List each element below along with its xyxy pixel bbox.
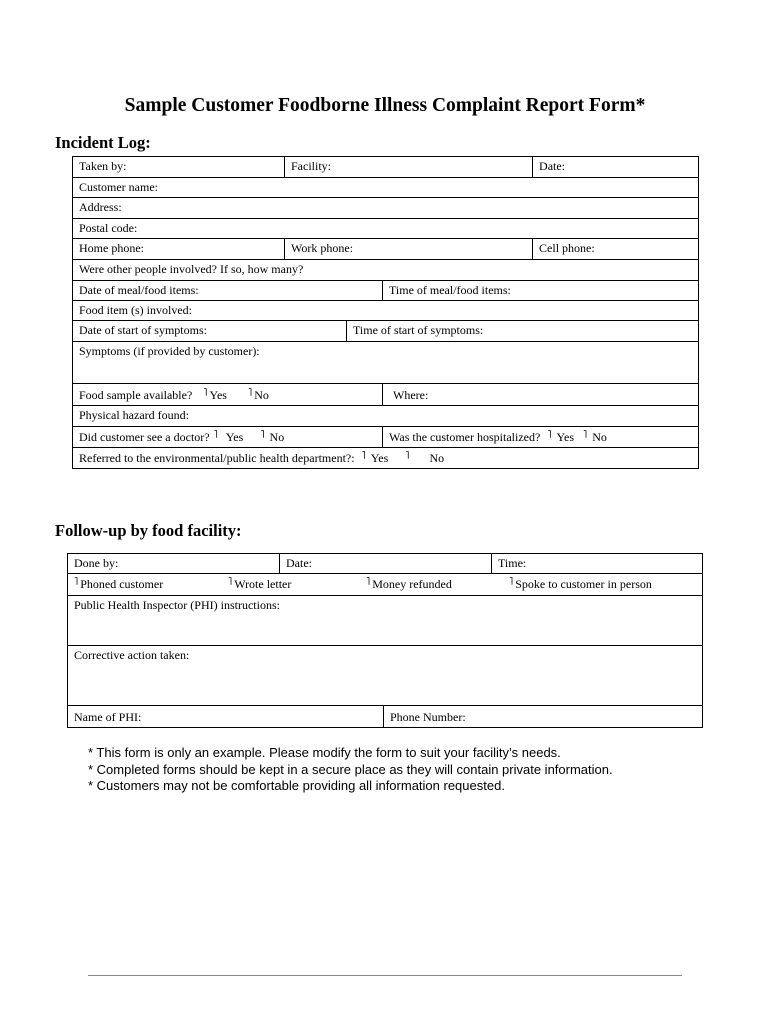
wrote-letter-checkbox[interactable]: ˥ Wrote letter bbox=[228, 576, 292, 591]
note-line: * This form is only an example. Please modify the form to suit your facility’s needs. bbox=[88, 745, 561, 760]
phone-number-field[interactable]: Phone Number: bbox=[384, 706, 703, 728]
facility-field[interactable]: Facility: bbox=[285, 157, 533, 178]
followup-heading: Follow-up by food facility: bbox=[55, 521, 242, 540]
checkbox-icon: ˥ bbox=[361, 450, 366, 462]
see-doctor-no-checkbox[interactable]: ˥ No bbox=[260, 429, 285, 444]
food-sample-yes-checkbox[interactable]: ˥ Yes bbox=[203, 387, 227, 402]
money-refunded-checkbox[interactable]: ˥ Money refunded bbox=[366, 576, 452, 591]
checkbox-icon: ˥ bbox=[228, 576, 233, 588]
physical-hazard-field[interactable]: Physical hazard found: bbox=[73, 406, 699, 427]
phi-instructions-field[interactable]: Public Health Inspector (PHI) instructions: bbox=[68, 596, 703, 646]
taken-by-field[interactable]: Taken by: bbox=[73, 157, 285, 178]
date-of-symptoms-field[interactable]: Date of start of symptoms: bbox=[73, 321, 347, 342]
checkbox-icon: ˥ bbox=[213, 429, 218, 441]
time-of-meal-field[interactable]: Time of meal/food items: bbox=[383, 281, 699, 301]
done-by-field[interactable]: Done by: bbox=[68, 554, 280, 574]
customer-name-field[interactable]: Customer name: bbox=[73, 178, 699, 198]
checkbox-icon: ˥ bbox=[203, 387, 208, 399]
checkbox-icon: ˥ bbox=[260, 429, 265, 441]
checkbox-icon: ˥ bbox=[405, 450, 410, 462]
incident-log-table bbox=[72, 156, 699, 469]
footer-rule bbox=[88, 975, 682, 976]
food-items-field[interactable]: Food item (s) involved: bbox=[73, 301, 699, 321]
see-doctor-yes-checkbox[interactable]: ˥ Yes bbox=[213, 429, 244, 444]
followup-date-field[interactable]: Date: bbox=[280, 554, 492, 574]
food-sample-no-checkbox[interactable]: ˥ No bbox=[247, 387, 269, 402]
phoned-customer-checkbox[interactable]: ˥ Phoned customer bbox=[74, 576, 164, 591]
followup-actions-row bbox=[68, 574, 703, 596]
referred-no-checkbox[interactable]: ˥ No bbox=[405, 450, 445, 465]
checkbox-icon: ˥ bbox=[366, 576, 371, 588]
address-field[interactable]: Address: bbox=[73, 198, 699, 219]
symptoms-field[interactable]: Symptoms (if provided by customer): bbox=[73, 342, 699, 384]
incident-log-heading: Incident Log: bbox=[55, 133, 151, 152]
hospitalized-no-checkbox[interactable]: ˥ No bbox=[583, 429, 607, 444]
spoke-in-person-checkbox[interactable]: ˥ Spoke to customer in person bbox=[509, 576, 652, 591]
checkbox-icon: ˥ bbox=[247, 387, 253, 399]
checkbox-icon: ˥ bbox=[583, 429, 588, 441]
corrective-action-field[interactable]: Corrective action taken: bbox=[68, 646, 703, 706]
see-doctor-field: Did customer see a doctor? ˥ Yes ˥ No bbox=[73, 427, 383, 448]
time-of-symptoms-field[interactable]: Time of start of symptoms: bbox=[347, 321, 699, 342]
postal-code-field[interactable]: Postal code: bbox=[73, 219, 699, 239]
date-field[interactable]: Date: bbox=[533, 157, 699, 178]
form-title: Sample Customer Foodborne Illness Complaint Report Form* bbox=[124, 95, 646, 116]
name-of-phi-field[interactable]: Name of PHI: bbox=[68, 706, 384, 728]
food-sample-field: Food sample available? ˥ Yes ˥ No bbox=[73, 384, 383, 406]
followup-time-field[interactable]: Time: bbox=[492, 554, 703, 574]
date-of-meal-field[interactable]: Date of meal/food items: bbox=[73, 281, 383, 301]
checkbox-icon: ˥ bbox=[547, 429, 552, 441]
where-field[interactable]: Where: bbox=[383, 384, 699, 406]
form-notes bbox=[88, 745, 613, 795]
checkbox-icon: ˥ bbox=[509, 576, 514, 588]
cell-phone-field[interactable]: Cell phone: bbox=[533, 239, 699, 260]
note-line: * Customers may not be comfortable providing all information requested. bbox=[88, 778, 505, 793]
work-phone-field[interactable]: Work phone: bbox=[285, 239, 533, 260]
hospitalized-yes-checkbox[interactable]: ˥ Yes bbox=[547, 429, 575, 444]
hospitalized-field: Was the customer hospitalized? ˥ Yes ˥ No bbox=[383, 427, 699, 448]
home-phone-field[interactable]: Home phone: bbox=[73, 239, 285, 260]
others-involved-field[interactable]: Were other people involved? If so, how many? bbox=[73, 260, 699, 281]
referred-field: Referred to the environmental/public health department?: ˥ Yes ˥ No bbox=[73, 448, 699, 469]
note-line: * Completed forms should be kept in a secure place as they will contain private information. bbox=[88, 761, 613, 777]
checkbox-icon: ˥ bbox=[74, 576, 79, 588]
referred-yes-checkbox[interactable]: ˥ Yes bbox=[361, 450, 389, 465]
followup-table bbox=[67, 553, 703, 728]
